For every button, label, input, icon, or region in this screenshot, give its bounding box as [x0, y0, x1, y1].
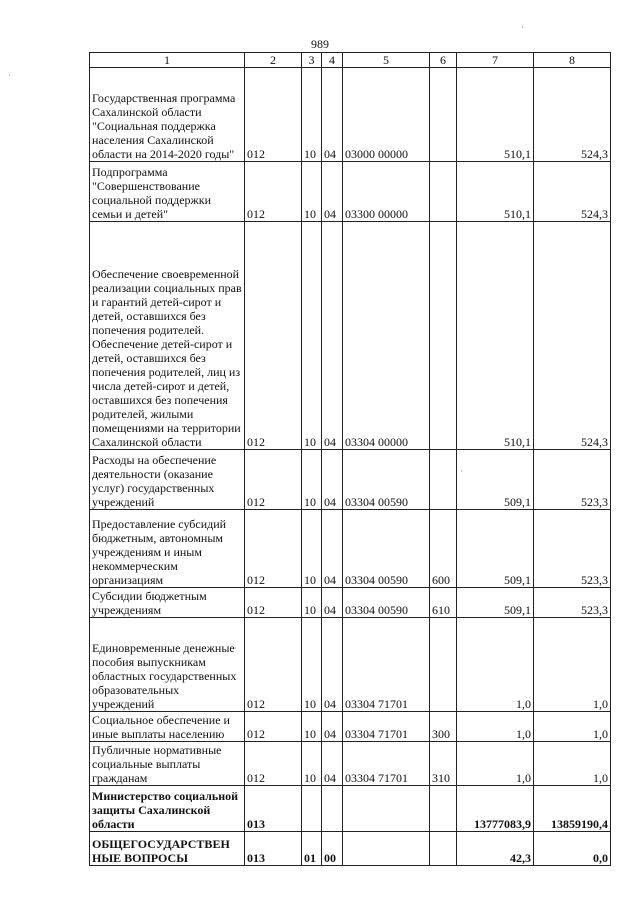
table-cell-sum: 509,1: [457, 450, 534, 510]
table-cell-subsection: 04: [322, 588, 343, 618]
table-row: [90, 742, 611, 786]
table-cell-section: 10: [302, 742, 322, 786]
table-cell-sum: 13859190,4: [534, 786, 611, 832]
table-cell-ministry: 013: [245, 832, 302, 866]
table-cell-section: 10: [302, 68, 322, 162]
table-cell-subsection: 04: [322, 222, 343, 450]
table-cell-sum: 13777083,9: [457, 786, 534, 832]
table-cell-expense-type: [430, 832, 457, 866]
table-cell-section: 10: [302, 588, 322, 618]
table-row: [90, 162, 611, 222]
table-cell-sum: 42,3: [457, 832, 534, 866]
table-cell-target-article: [343, 786, 430, 832]
table-cell-section: [302, 786, 322, 832]
scan-speck: ·: [234, 643, 237, 653]
table-cell-name: Обеспечение своевременной реализации социальных прав и гарантий детей-сирот и детей, оставшихся без попечения родителей. Обеспечение детей-сирот и детей, оставшихся без попечения родителей, лиц из числа детей-сирот и детей, оставшихся без попечения родителей, жилыми помещениями на территории Сахалинской области: [90, 222, 245, 450]
table-cell-section: 10: [302, 450, 322, 510]
table-cell-sum: 509,1: [457, 510, 534, 588]
table-cell-sum: 1,0: [457, 712, 534, 742]
table-cell-expense-type: [430, 68, 457, 162]
table-cell-name: Подпрограмма "Совершенствование социальной поддержки семьи и детей": [90, 162, 245, 222]
table-cell-target-article: 03304 00590: [343, 588, 430, 618]
table-cell-section: 10: [302, 222, 322, 450]
table-cell-sum: 524,3: [534, 162, 611, 222]
table-cell-sum: 510,1: [457, 68, 534, 162]
column-header: 1: [90, 53, 245, 68]
table-cell-ministry: 012: [245, 712, 302, 742]
table-cell-section: 10: [302, 510, 322, 588]
table-cell-ministry: 012: [245, 742, 302, 786]
table-cell-ministry: 012: [245, 68, 302, 162]
column-header: 7: [457, 53, 534, 68]
table-cell-subsection: 00: [322, 832, 343, 866]
table-cell-name: Субсидии бюджетным учреждениям: [90, 588, 245, 618]
table-cell-ministry: 012: [245, 510, 302, 588]
column-header: 8: [534, 53, 611, 68]
column-header: 5: [343, 53, 430, 68]
table-cell-section: 10: [302, 162, 322, 222]
table-cell-subsection: [322, 786, 343, 832]
table-cell-target-article: 03304 00590: [343, 510, 430, 588]
column-number-row: [90, 53, 611, 68]
table-cell-sum: 523,3: [534, 588, 611, 618]
table-cell-expense-type: 300: [430, 712, 457, 742]
table-cell-expense-type: [430, 450, 457, 510]
table-cell-subsection: 04: [322, 742, 343, 786]
table-cell-sum: 510,1: [457, 162, 534, 222]
table-cell-sum: 523,3: [534, 510, 611, 588]
table-cell-name: Предоставление субсидий бюджетным, автономным учреждениям и иным некоммерческим организациям: [90, 510, 245, 588]
table-cell-sum: 524,3: [534, 68, 611, 162]
table-cell-ministry: 012: [245, 162, 302, 222]
column-header: 2: [245, 53, 302, 68]
table-cell-name: Социальное обеспечение и иные выплаты населению: [90, 712, 245, 742]
table-cell-target-article: 03304 71701: [343, 712, 430, 742]
table-cell-sum: 523,3: [534, 450, 611, 510]
table-cell-sum: 524,3: [534, 222, 611, 450]
table-cell-section: 10: [302, 712, 322, 742]
table-row: [90, 618, 611, 712]
table-row: [90, 68, 611, 162]
page-number: 989: [311, 37, 329, 51]
table-cell-name: Публичные нормативные социальные выплаты гражданам: [90, 742, 245, 786]
table-row: [90, 832, 611, 866]
table-cell-sum: 1,0: [457, 742, 534, 786]
table-row: [90, 450, 611, 510]
table-cell-subsection: 04: [322, 712, 343, 742]
table-cell-expense-type: [430, 618, 457, 712]
table-cell-name: Расходы на обеспечение деятельности (оказание услуг) государственных учреждений: [90, 450, 245, 510]
table-cell-sum: 1,0: [534, 742, 611, 786]
table-cell-subsection: 04: [322, 162, 343, 222]
table-cell-ministry: 012: [245, 222, 302, 450]
table-cell-ministry: 012: [245, 588, 302, 618]
table-cell-target-article: 03000 00000: [343, 68, 430, 162]
table-cell-section: 10: [302, 618, 322, 712]
table-cell-subsection: 04: [322, 450, 343, 510]
table-row: [90, 588, 611, 618]
table-cell-target-article: 03304 00590: [343, 450, 430, 510]
table-cell-target-article: 03304 71701: [343, 618, 430, 712]
table-cell-name: Государственная программа Сахалинской области "Социальная поддержка населения Сахалинской области на 2014-2020 годы": [90, 68, 245, 162]
table-cell-name: ОБЩЕГОСУДАРСТВЕН НЫЕ ВОПРОСЫ: [90, 832, 245, 866]
table-cell-name: Министерство социальной защиты Сахалинской области: [90, 786, 245, 832]
table-cell-ministry: 012: [245, 450, 302, 510]
table-cell-target-article: 03304 71701: [343, 742, 430, 786]
column-header: 4: [322, 53, 343, 68]
table-cell-expense-type: 600: [430, 510, 457, 588]
table-cell-section: 01: [302, 832, 322, 866]
table-cell-sum: 510,1: [457, 222, 534, 450]
scan-speck: ·: [460, 466, 463, 476]
table-cell-sum: 0,0: [534, 832, 611, 866]
budget-table: [89, 52, 611, 866]
table-cell-name: Единовременные денежные пособия выпускникам областных государственных образовательных учреждений: [90, 618, 245, 712]
table-cell-sum: 1,0: [457, 618, 534, 712]
scan-speck: ·: [521, 22, 524, 32]
column-header: 3: [302, 53, 322, 68]
table-cell-subsection: 04: [322, 618, 343, 712]
scan-speck: ·: [8, 70, 11, 80]
table-cell-ministry: 012: [245, 618, 302, 712]
table-cell-subsection: 04: [322, 68, 343, 162]
table-row: [90, 786, 611, 832]
table-row: [90, 510, 611, 588]
table-cell-ministry: 013: [245, 786, 302, 832]
table-cell-expense-type: 610: [430, 588, 457, 618]
table-row: [90, 222, 611, 450]
table-cell-target-article: 03300 00000: [343, 162, 430, 222]
table-cell-sum: 509,1: [457, 588, 534, 618]
table-cell-expense-type: [430, 162, 457, 222]
table-cell-subsection: 04: [322, 510, 343, 588]
table-cell-expense-type: [430, 786, 457, 832]
table-body: [90, 53, 611, 866]
column-header: 6: [430, 53, 457, 68]
table-row: [90, 712, 611, 742]
table-cell-target-article: [343, 832, 430, 866]
table-cell-target-article: 03304 00000: [343, 222, 430, 450]
table-cell-expense-type: 310: [430, 742, 457, 786]
table-cell-expense-type: [430, 222, 457, 450]
table-cell-sum: 1,0: [534, 712, 611, 742]
table-cell-sum: 1,0: [534, 618, 611, 712]
